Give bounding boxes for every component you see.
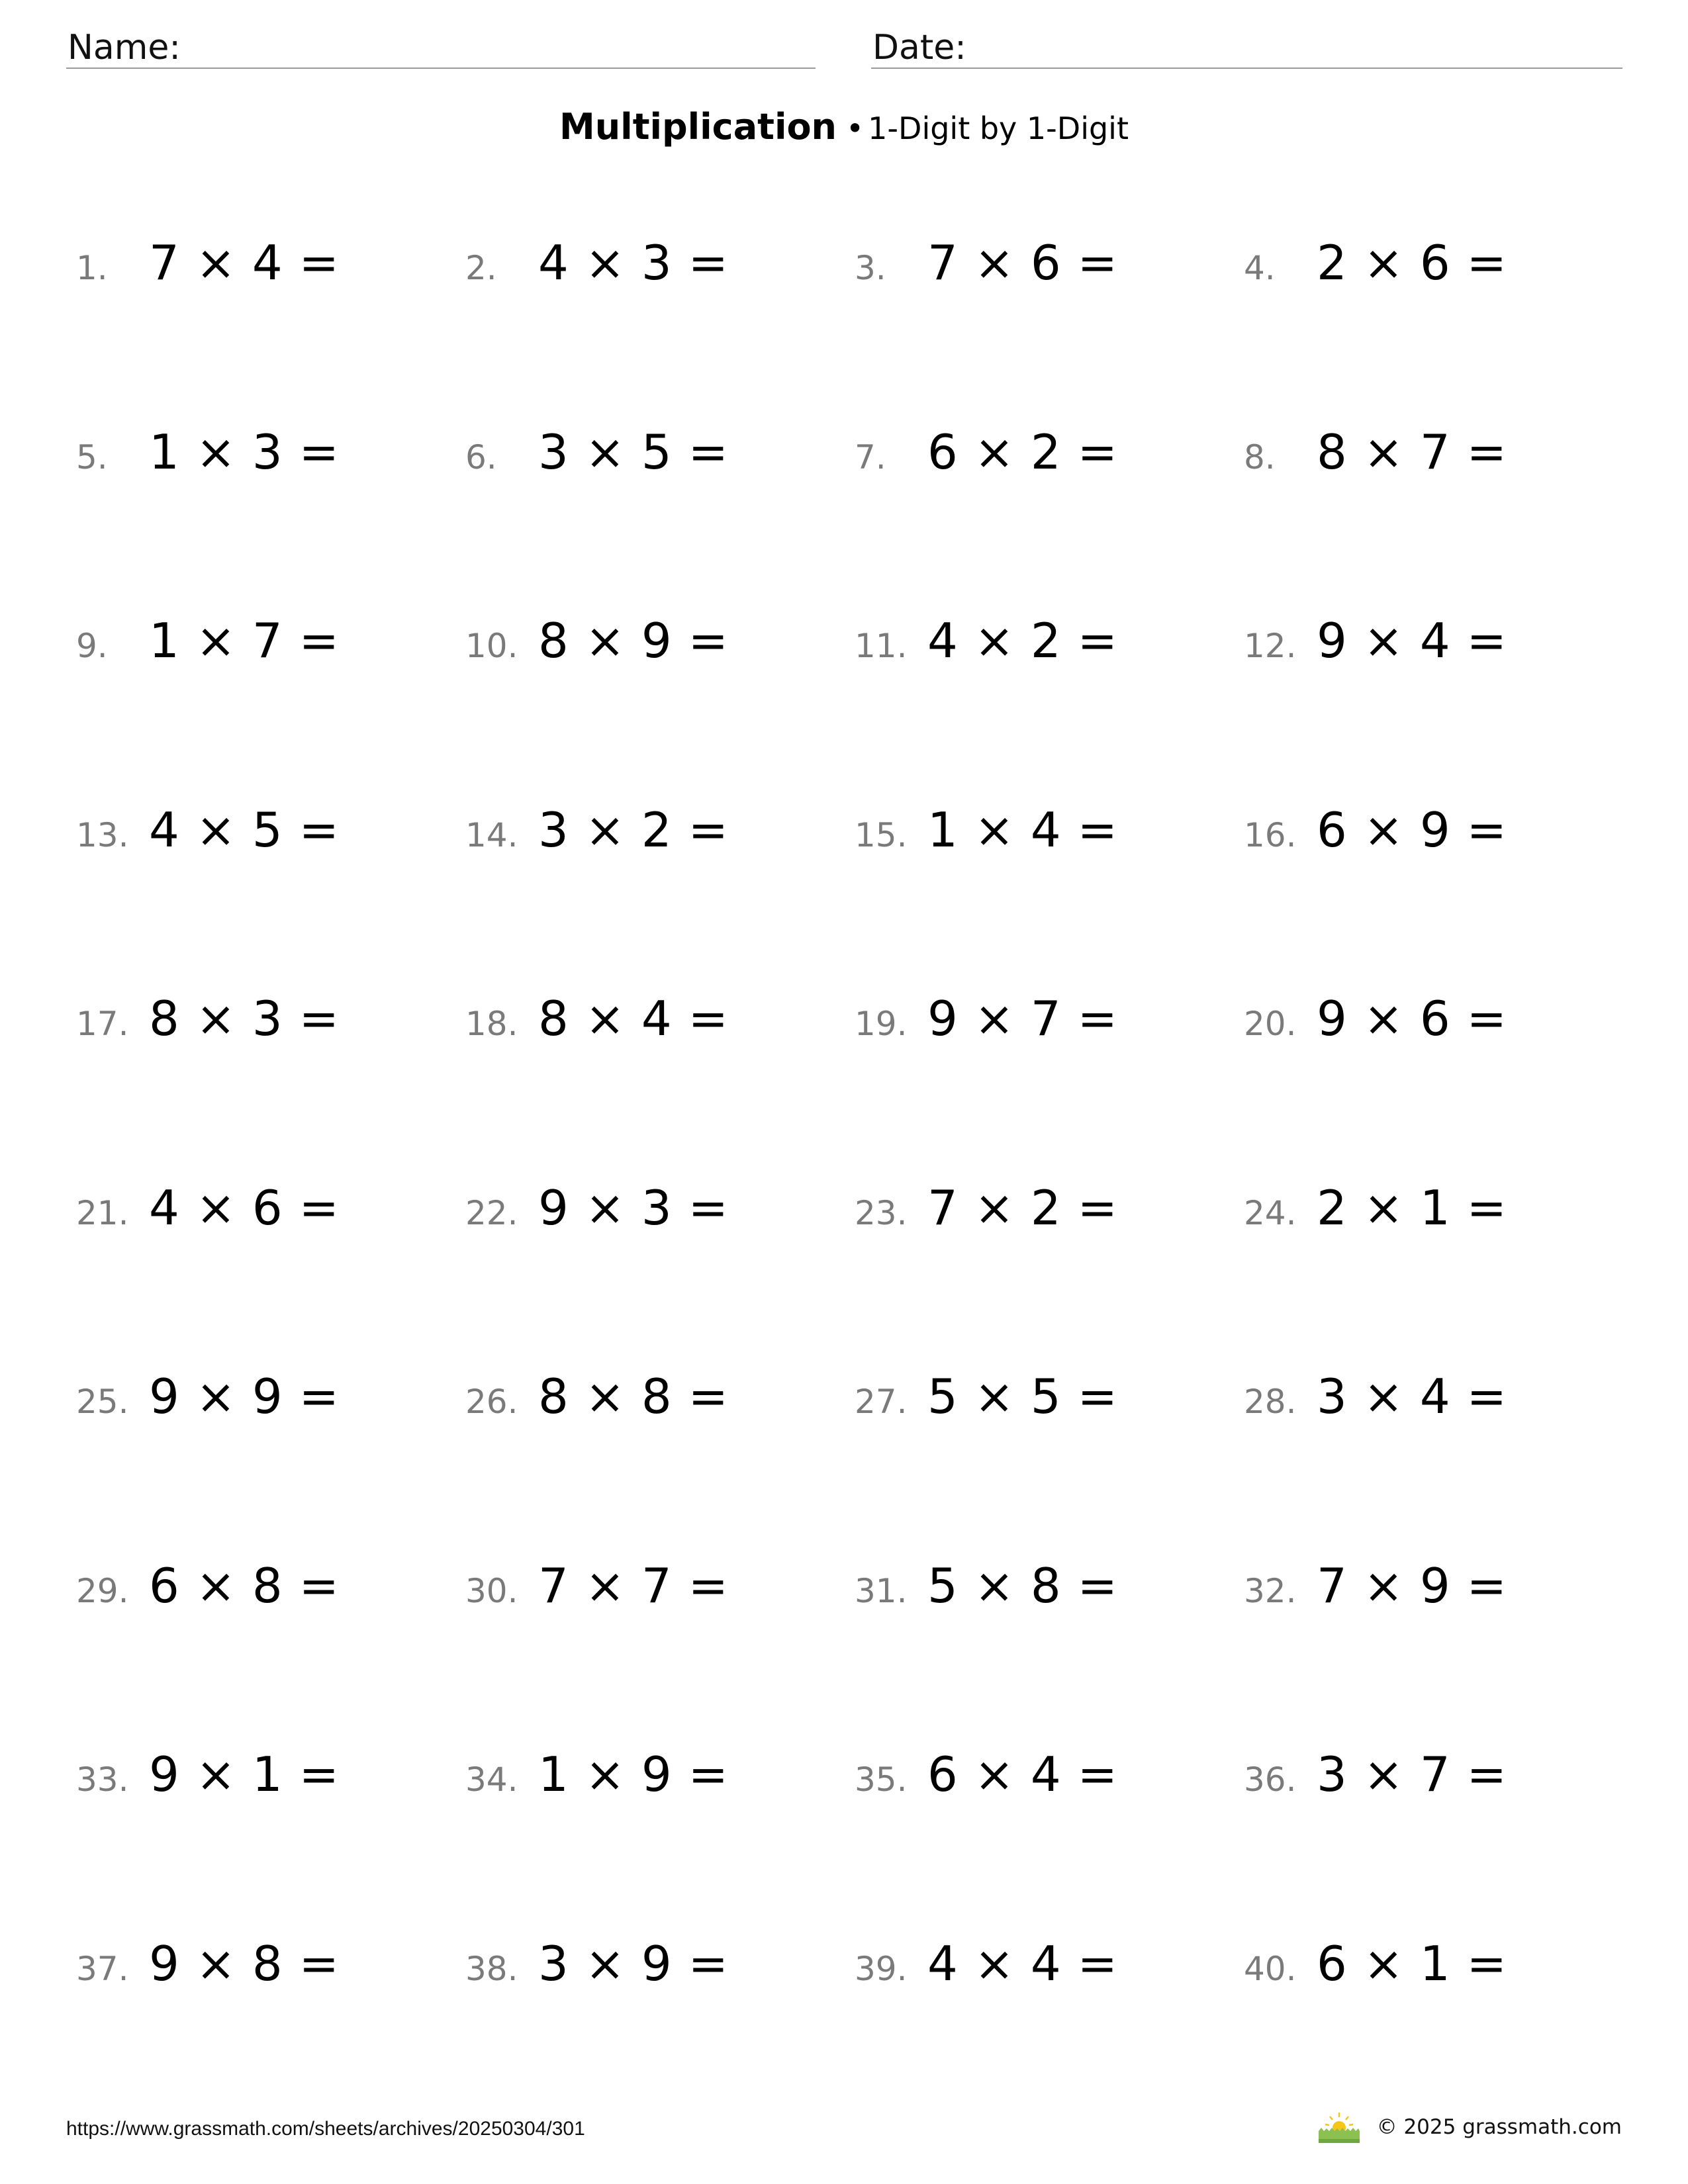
problem-number: 19. xyxy=(855,1005,908,1043)
problem-item xyxy=(855,802,1244,991)
problem-expression: 3 × 4 = xyxy=(1317,1369,1507,1424)
problem-number: 31. xyxy=(855,1571,908,1610)
problem-item xyxy=(76,1936,465,2125)
problem-item xyxy=(1244,991,1625,1180)
problem-number: 8. xyxy=(1244,437,1276,477)
problem-item xyxy=(76,235,465,424)
problem-number: 39. xyxy=(855,1949,908,1988)
problem-item xyxy=(1244,424,1625,614)
problem-number: 16. xyxy=(1244,815,1297,854)
problem-item xyxy=(76,424,465,614)
problem-item xyxy=(465,1558,855,1747)
problem-expression: 9 × 3 = xyxy=(538,1179,729,1236)
problem-number: 9. xyxy=(76,627,108,665)
problem-expression: 6 × 1 = xyxy=(1317,1935,1507,1991)
problem-item xyxy=(855,1180,1244,1369)
problem-item xyxy=(76,1747,465,1936)
problem-item xyxy=(855,613,1244,802)
title-subtitle: 1-Digit by 1-Digit xyxy=(868,111,1129,146)
problem-expression: 6 × 8 = xyxy=(149,1557,340,1614)
problem-item xyxy=(1244,1558,1625,1747)
problem-number: 18. xyxy=(465,1005,518,1043)
problem-expression: 2 × 1 = xyxy=(1317,1179,1507,1236)
problem-expression: 7 × 9 = xyxy=(1317,1557,1507,1614)
problem-number: 13. xyxy=(76,815,129,854)
grass-sun-logo-icon xyxy=(1317,2110,1361,2144)
title-main: Multiplication xyxy=(559,106,837,148)
problem-item xyxy=(1244,1180,1625,1369)
problem-number: 7. xyxy=(855,437,886,477)
problem-expression: 3 × 7 = xyxy=(1317,1747,1507,1802)
problem-number: 6. xyxy=(465,437,497,477)
problem-item xyxy=(1244,802,1625,991)
problem-item xyxy=(855,424,1244,614)
problem-expression: 8 × 7 = xyxy=(1317,424,1507,480)
problem-item xyxy=(855,1936,1244,2125)
problem-number: 17. xyxy=(76,1005,129,1043)
problem-expression: 6 × 9 = xyxy=(1317,801,1507,858)
problem-number: 21. xyxy=(76,1193,129,1232)
problem-item xyxy=(465,1936,855,2125)
problem-item xyxy=(465,613,855,802)
problem-item xyxy=(1244,235,1625,424)
problem-expression: 4 × 6 = xyxy=(149,1179,340,1236)
problem-number: 14. xyxy=(465,815,518,854)
problem-expression: 4 × 5 = xyxy=(149,801,340,858)
problem-expression: 3 × 9 = xyxy=(538,1935,729,1991)
problem-item xyxy=(465,1747,855,1936)
problem-item xyxy=(1244,1747,1625,1936)
problem-number: 38. xyxy=(465,1949,518,1988)
problem-item xyxy=(465,991,855,1180)
problem-number: 25. xyxy=(76,1383,129,1421)
problem-item xyxy=(76,802,465,991)
problem-item xyxy=(465,1369,855,1558)
problem-item xyxy=(76,1558,465,1747)
problem-number: 32. xyxy=(1244,1571,1297,1610)
problem-expression: 4 × 2 = xyxy=(927,613,1118,668)
problem-item xyxy=(855,235,1244,424)
problem-item xyxy=(465,802,855,991)
problem-number: 36. xyxy=(1244,1760,1297,1799)
problem-expression: 6 × 2 = xyxy=(927,424,1118,480)
problem-expression: 7 × 7 = xyxy=(538,1557,729,1614)
footer-url[interactable]: https://www.grassmath.com/sheets/archives/20250304/301 xyxy=(66,2118,585,2140)
problem-expression: 6 × 4 = xyxy=(927,1747,1118,1802)
footer-brand xyxy=(1317,2110,1622,2144)
problem-number: 15. xyxy=(855,815,908,854)
problem-number: 12. xyxy=(1244,627,1297,665)
title-separator: • xyxy=(846,111,865,146)
problem-expression: 7 × 2 = xyxy=(927,1179,1118,1236)
problem-number: 23. xyxy=(855,1193,908,1232)
problem-number: 27. xyxy=(855,1383,908,1421)
problem-expression: 8 × 3 = xyxy=(149,991,340,1046)
problem-expression: 4 × 3 = xyxy=(538,235,729,291)
problem-number: 30. xyxy=(465,1571,518,1610)
problem-expression: 9 × 1 = xyxy=(149,1747,340,1802)
problem-item xyxy=(855,1369,1244,1558)
problem-expression: 4 × 4 = xyxy=(927,1935,1118,1991)
problem-item xyxy=(1244,613,1625,802)
problem-number: 2. xyxy=(465,249,497,287)
problem-expression: 8 × 4 = xyxy=(538,991,729,1046)
problem-number: 26. xyxy=(465,1383,518,1421)
worksheet-title xyxy=(0,106,1688,148)
problem-grid xyxy=(76,235,1625,2124)
problem-expression: 1 × 3 = xyxy=(149,424,340,480)
name-field[interactable] xyxy=(66,26,816,69)
problem-item xyxy=(76,1180,465,1369)
date-field[interactable] xyxy=(871,26,1622,69)
problem-expression: 9 × 4 = xyxy=(1317,613,1507,668)
problem-number: 34. xyxy=(465,1760,518,1799)
problem-number: 22. xyxy=(465,1193,518,1232)
date-label: Date: xyxy=(872,28,966,68)
problem-number: 40. xyxy=(1244,1949,1297,1988)
problem-expression: 8 × 9 = xyxy=(538,613,729,668)
problem-expression: 8 × 8 = xyxy=(538,1369,729,1424)
problem-number: 28. xyxy=(1244,1383,1297,1421)
problem-item xyxy=(1244,1369,1625,1558)
problem-expression: 1 × 9 = xyxy=(538,1747,729,1802)
problem-item xyxy=(76,1369,465,1558)
problem-expression: 1 × 4 = xyxy=(927,801,1118,858)
problem-expression: 5 × 8 = xyxy=(927,1557,1118,1614)
problem-expression: 9 × 6 = xyxy=(1317,991,1507,1046)
problem-item xyxy=(465,235,855,424)
problem-number: 1. xyxy=(76,249,108,287)
problem-item xyxy=(855,991,1244,1180)
problem-expression: 7 × 4 = xyxy=(149,235,340,291)
problem-item xyxy=(1244,1936,1625,2125)
problem-number: 3. xyxy=(855,249,886,287)
problem-number: 35. xyxy=(855,1760,908,1799)
name-label: Name: xyxy=(68,28,181,68)
problem-item xyxy=(76,991,465,1180)
problem-item xyxy=(76,613,465,802)
problem-number: 4. xyxy=(1244,249,1276,287)
problem-number: 37. xyxy=(76,1949,129,1988)
problem-expression: 3 × 2 = xyxy=(538,801,729,858)
problem-expression: 9 × 9 = xyxy=(149,1369,340,1424)
problem-expression: 9 × 7 = xyxy=(927,991,1118,1046)
problem-item xyxy=(465,424,855,614)
problem-expression: 5 × 5 = xyxy=(927,1369,1118,1424)
problem-item xyxy=(855,1558,1244,1747)
copyright-text: © 2025 grassmath.com xyxy=(1376,2115,1622,2139)
problem-item xyxy=(465,1180,855,1369)
problem-number: 11. xyxy=(855,627,908,665)
problem-expression: 7 × 6 = xyxy=(927,235,1118,291)
problem-expression: 2 × 6 = xyxy=(1317,235,1507,291)
problem-number: 20. xyxy=(1244,1005,1297,1043)
problem-expression: 1 × 7 = xyxy=(149,613,340,668)
problem-number: 10. xyxy=(465,627,518,665)
problem-number: 5. xyxy=(76,437,108,477)
problem-number: 29. xyxy=(76,1571,129,1610)
problem-number: 33. xyxy=(76,1760,129,1799)
problem-item xyxy=(855,1747,1244,1936)
problem-expression: 3 × 5 = xyxy=(538,424,729,480)
problem-expression: 9 × 8 = xyxy=(149,1935,340,1991)
problem-number: 24. xyxy=(1244,1193,1297,1232)
